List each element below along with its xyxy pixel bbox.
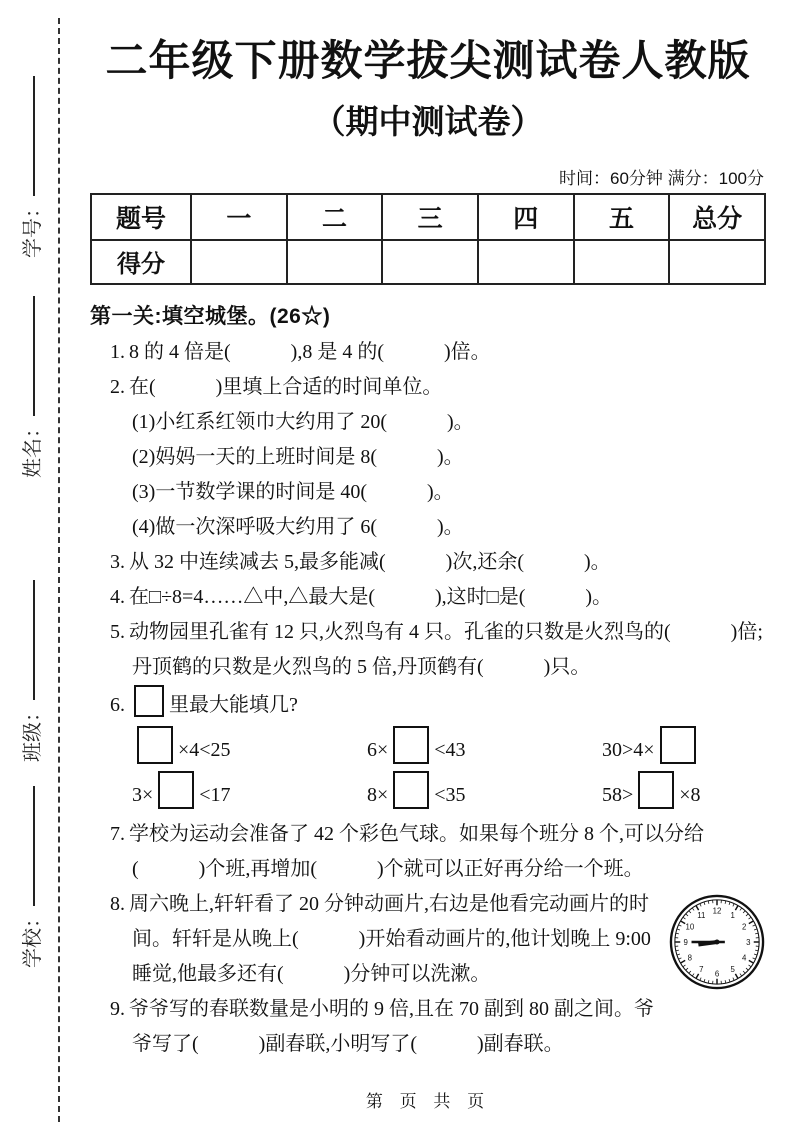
question-number: 3. <box>110 550 125 573</box>
question-text: 8 的 4 倍是( ),8 是 4 的( )倍。 <box>129 340 491 363</box>
score-cell <box>669 240 765 284</box>
question-5 <box>110 615 766 685</box>
clock-number: 2 <box>741 922 747 932</box>
q6-expression <box>602 771 701 813</box>
question-text: 里最大能填几? <box>169 693 298 716</box>
analog-clock-image <box>668 891 766 993</box>
expression-pre: 6× <box>367 739 389 762</box>
question-number: 8. <box>110 892 125 915</box>
class-blank-line <box>33 580 35 700</box>
clock-number: 8 <box>687 953 693 963</box>
score-cell <box>574 240 670 284</box>
page-title: 二年级下册数学拔尖测试卷人教版 <box>105 37 751 84</box>
q6-expression <box>132 726 367 768</box>
expression-post: ×4<25 <box>178 739 231 762</box>
score-row-label: 得分 <box>91 240 191 284</box>
side-field-school <box>16 778 45 968</box>
question-9 <box>110 992 766 1062</box>
fill-box <box>393 726 429 764</box>
score-header-cell: 题号 <box>91 194 191 240</box>
question-2 <box>110 370 766 545</box>
question-number: 7. <box>110 822 125 845</box>
fill-box <box>137 726 173 764</box>
clock-number: 6 <box>714 969 720 979</box>
expression-post: <35 <box>434 784 466 807</box>
sub-question: (4)做一次深呼吸大约用了 6( )。 <box>132 515 464 538</box>
question-text: 动物园里孔雀有 12 只,火烈鸟有 4 只。孔雀的只数是火烈鸟的( )倍;丹顶鹤的只数是火烈鸟的 5 倍,丹顶鹤有( )只。 <box>129 620 763 678</box>
student-id-label: 学号： <box>22 198 44 258</box>
question-4 <box>110 580 766 615</box>
question-number: 2. <box>110 375 125 398</box>
q6-expression <box>132 771 367 813</box>
q6-row <box>132 770 766 815</box>
name-blank-line <box>33 296 35 416</box>
fill-box <box>134 685 164 717</box>
expression-post: <43 <box>434 739 466 762</box>
clock-number: 1 <box>730 910 735 920</box>
score-header-cell: 总分 <box>669 194 765 240</box>
score-header-cell: 二 <box>287 194 383 240</box>
school-blank-line <box>33 786 35 906</box>
student-id-blank-line <box>33 76 35 196</box>
fill-box <box>638 771 674 809</box>
question-6-grid <box>132 725 766 815</box>
dashed-separator <box>58 18 60 1122</box>
score-table-header-row <box>91 194 765 240</box>
expression-pre: 58> <box>602 784 634 807</box>
question-number: 6. <box>110 693 125 716</box>
class-label: 班级： <box>22 702 44 762</box>
clock-number: 5 <box>730 965 735 975</box>
q6-expression <box>367 771 602 813</box>
question-number: 1. <box>110 340 125 363</box>
score-table <box>90 193 766 285</box>
paper-content <box>90 0 766 1062</box>
fill-box <box>393 771 429 809</box>
score-cell <box>478 240 574 284</box>
expression-pre: 8× <box>367 784 389 807</box>
school-label: 学校： <box>22 908 44 968</box>
question-number: 4. <box>110 585 125 608</box>
clock-number: 11 <box>697 910 706 920</box>
clock-number: 4 <box>741 953 747 963</box>
expression-post: ×8 <box>679 784 701 807</box>
side-field-student-id <box>16 68 45 258</box>
question-2-subparts <box>132 405 766 545</box>
question-6 <box>110 685 766 815</box>
question-3 <box>110 545 766 580</box>
side-field-name <box>16 288 45 478</box>
exam-meta: 时间：60分钟 满分：100分 <box>559 168 764 188</box>
score-cell <box>287 240 383 284</box>
side-field-class <box>16 572 45 762</box>
question-8 <box>110 887 766 992</box>
question-text: 学校为运动会准备了 42 个彩色气球。如果每个班分 8 个,可以分给( )个班,再增加( )个就可以正好再分给一个班。 <box>129 822 704 880</box>
question-1 <box>110 335 766 370</box>
score-header-cell: 四 <box>478 194 574 240</box>
question-text: 周六晚上,轩轩看了 20 分钟动画片,右边是他看完动画片的时间。轩轩是从晚上( )开始看动画片的,他计划晚上 9:00 睡觉,他最多还有( )分钟可以洗漱。 <box>129 892 651 985</box>
clock-hour-hand <box>698 942 717 945</box>
question-text: 从 32 中连续减去 5,最多能减( )次,还余( )。 <box>129 550 611 573</box>
q6-expression <box>367 726 602 768</box>
question-7 <box>110 817 766 887</box>
clock-number: 7 <box>699 965 704 975</box>
score-cell <box>191 240 287 284</box>
question-text: 爷爷写的春联数量是小明的 9 倍,且在 70 副到 80 副之间。爷爷写了( )副春联,小明写了( )副春联。 <box>129 997 654 1055</box>
clock-number: 12 <box>712 906 722 916</box>
fill-box <box>660 726 696 764</box>
clock-number: 9 <box>683 937 688 947</box>
q6-row <box>132 725 766 770</box>
score-cell <box>382 240 478 284</box>
question-text: 在□÷8=4……△中,△最大是( ),这时□是( )。 <box>129 585 613 608</box>
expression-post: <17 <box>199 784 231 807</box>
score-header-cell: 五 <box>574 194 670 240</box>
sub-question: (2)妈妈一天的上班时间是 8( )。 <box>132 445 464 468</box>
section-title: 第一关:填空城堡。(26☆) <box>90 304 331 328</box>
clock-number: 3 <box>746 937 751 947</box>
page-subtitle: （期中测试卷） <box>312 103 544 141</box>
question-number: 5. <box>110 620 125 643</box>
question-text: 在( )里填上合适的时间单位。 <box>129 375 443 398</box>
question-number: 9. <box>110 997 125 1020</box>
score-table-score-row <box>91 240 765 284</box>
clock-center-dot <box>714 939 719 944</box>
score-header-cell: 三 <box>382 194 478 240</box>
fill-box <box>158 771 194 809</box>
expression-pre: 30>4× <box>602 739 655 762</box>
expression-pre: 3× <box>132 784 154 807</box>
score-header-cell: 一 <box>191 194 287 240</box>
page-footer: 第 页 共 页 <box>365 1092 491 1111</box>
sub-question: (1)小红系红领巾大约用了 20( )。 <box>132 410 474 433</box>
clock-number: 10 <box>685 922 695 932</box>
sub-question: (3)一节数学课的时间是 40( )。 <box>132 480 454 503</box>
q6-expression <box>602 726 701 768</box>
name-label: 姓名： <box>22 418 44 478</box>
